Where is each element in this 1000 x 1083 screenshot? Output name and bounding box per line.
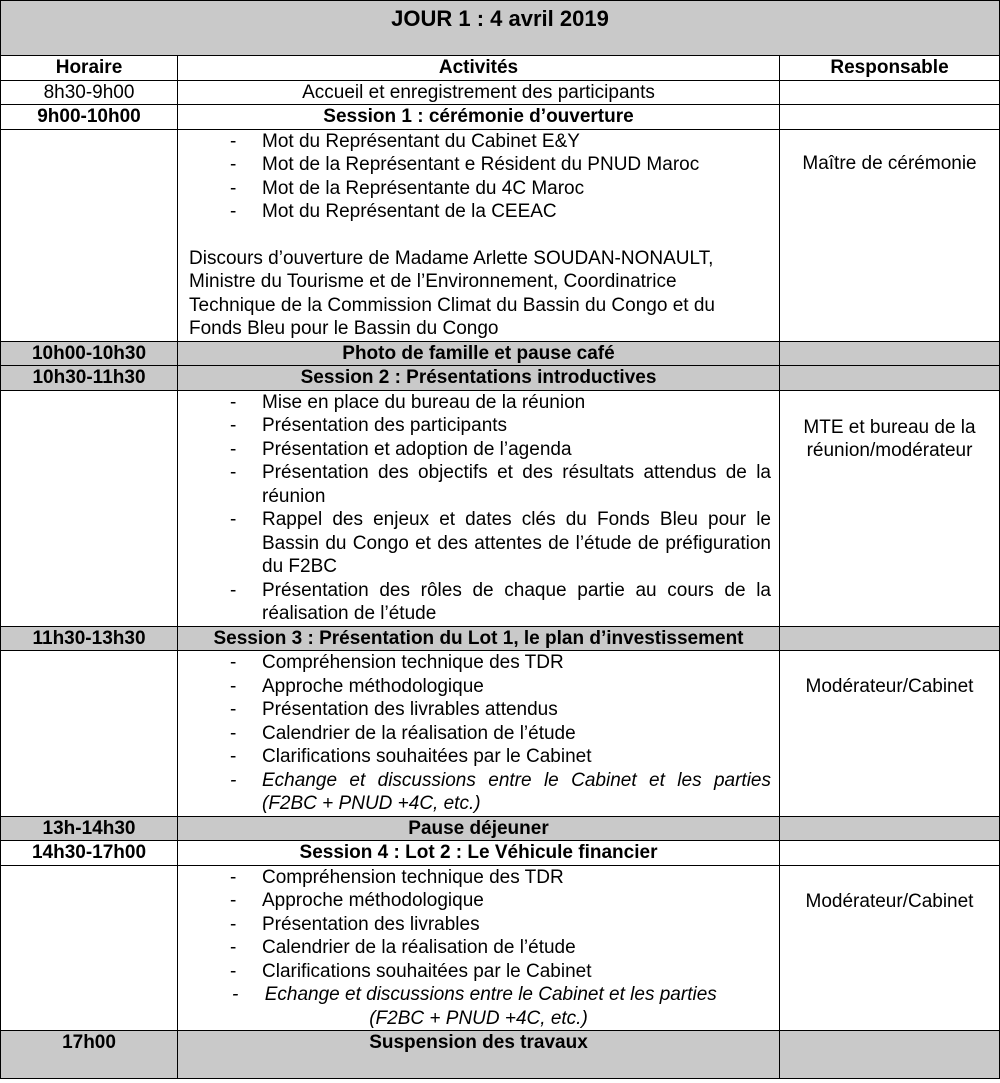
- list-item: - Mise en place du bureau de la réunion: [230, 391, 771, 415]
- list-item: - Compréhension technique des TDR: [230, 866, 771, 890]
- time-cell: [1, 865, 178, 1031]
- time-cell: 17h00: [1, 1031, 178, 1079]
- list-item: - Mot du Représentant de la CEEAC: [230, 200, 771, 224]
- list-item: - Mot du Représentant du Cabinet E&Y: [230, 130, 771, 154]
- activity-details: [178, 390, 780, 626]
- session-title: Session 4 : Lot 2 : Le Véhicule financier: [178, 841, 780, 866]
- discussion-line: (F2BC + PNUD +4C, etc.): [369, 1007, 588, 1029]
- list-item: - Présentation des participants: [230, 414, 771, 438]
- responsable-cell: [780, 841, 1000, 866]
- list-item: - Clarifications souhaitées par le Cabinet: [230, 960, 771, 984]
- opening-speech: Discours d’ouverture de Madame Arlette SOUDAN-NONAULT, Ministre du Tourisme et de l’Environnement, Coordinatrice Technique de la Commission Climat du Bassin du Congo et du Fonds Bleu pour le Bassin du Congo: [189, 247, 715, 339]
- session-title: Session 3 : Présentation du Lot 1, le plan d’investissement: [178, 626, 780, 651]
- session-title: Session 1 : cérémonie d’ouverture: [178, 105, 780, 130]
- list-item: - Compréhension technique des TDR: [230, 651, 771, 675]
- time-cell: 11h30-13h30: [1, 626, 178, 651]
- activity-details: [178, 129, 780, 341]
- list-item: - Calendrier de la réalisation de l’étude: [230, 936, 771, 960]
- session-title: Pause déjeuner: [178, 816, 780, 841]
- activity-list: [178, 866, 779, 984]
- session-title: Suspension des travaux: [178, 1031, 780, 1079]
- time-cell: [1, 651, 178, 817]
- activity-details: [178, 865, 780, 1031]
- list-item: - Echange et discussions entre le Cabinet et les parties (F2BC + PNUD +4C, etc.): [230, 769, 771, 816]
- activity-cell: Accueil et enregistrement des participants: [178, 80, 780, 105]
- responsable-cell: [780, 626, 1000, 651]
- list-item: - Clarifications souhaitées par le Cabinet: [230, 745, 771, 769]
- responsable-cell: [780, 105, 1000, 130]
- list-item: - Présentation des livrables: [230, 913, 771, 937]
- time-cell: 9h00-10h00: [1, 105, 178, 130]
- session-title: Session 2 : Présentations introductives: [178, 366, 780, 391]
- responsable-cell: [780, 341, 1000, 366]
- activity-list: [178, 651, 779, 816]
- session-title: Photo de famille et pause café: [178, 341, 780, 366]
- time-cell: 10h30-11h30: [1, 366, 178, 391]
- time-cell: [1, 390, 178, 626]
- time-cell: 14h30-17h00: [1, 841, 178, 866]
- header-responsable: Responsable: [780, 56, 1000, 81]
- list-item: - Calendrier de la réalisation de l’étude: [230, 722, 771, 746]
- list-item: - Rappel des enjeux et dates clés du Fonds Bleu pour le Bassin du Congo et des attentes de l’étude de préfiguration du F2BC: [230, 508, 771, 579]
- list-item: - Présentation et adoption de l’agenda: [230, 438, 771, 462]
- header-horaire: Horaire: [1, 56, 178, 81]
- list-item: - Présentation des livrables attendus: [230, 698, 771, 722]
- list-item: - Présentation des rôles de chaque partie au cours de la réalisation de l’étude: [230, 579, 771, 626]
- responsable-cell: [780, 80, 1000, 105]
- list-item: - Mot de la Représentante du 4C Maroc: [230, 177, 771, 201]
- activity-details: [178, 651, 780, 817]
- time-cell: 10h00-10h30: [1, 341, 178, 366]
- activity-list: [178, 391, 779, 626]
- time-cell: 8h30-9h00: [1, 80, 178, 105]
- list-item: - Approche méthodologique: [230, 675, 771, 699]
- responsable-cell: MTE et bureau de la réunion/modérateur: [780, 390, 1000, 626]
- responsable-cell: [780, 366, 1000, 391]
- list-item: - Présentation des objectifs et des résultats attendus de la réunion: [230, 461, 771, 508]
- responsable-cell: Modérateur/Cabinet: [780, 651, 1000, 817]
- discussion-line: - Echange et discussions entre le Cabinet et les parties: [232, 984, 717, 1005]
- responsable-cell: Modérateur/Cabinet: [780, 865, 1000, 1031]
- day-title: JOUR 1 : 4 avril 2019: [1, 1, 1000, 56]
- responsable-cell: [780, 816, 1000, 841]
- responsable-cell: Maître de cérémonie: [780, 129, 1000, 341]
- time-cell: [1, 129, 178, 341]
- list-item: - Approche méthodologique: [230, 889, 771, 913]
- responsable-cell: [780, 1031, 1000, 1079]
- header-activites: Activités: [178, 56, 780, 81]
- list-item: - Mot de la Représentant e Résident du PNUD Maroc: [230, 153, 771, 177]
- time-cell: 13h-14h30: [1, 816, 178, 841]
- activity-list: [178, 130, 779, 224]
